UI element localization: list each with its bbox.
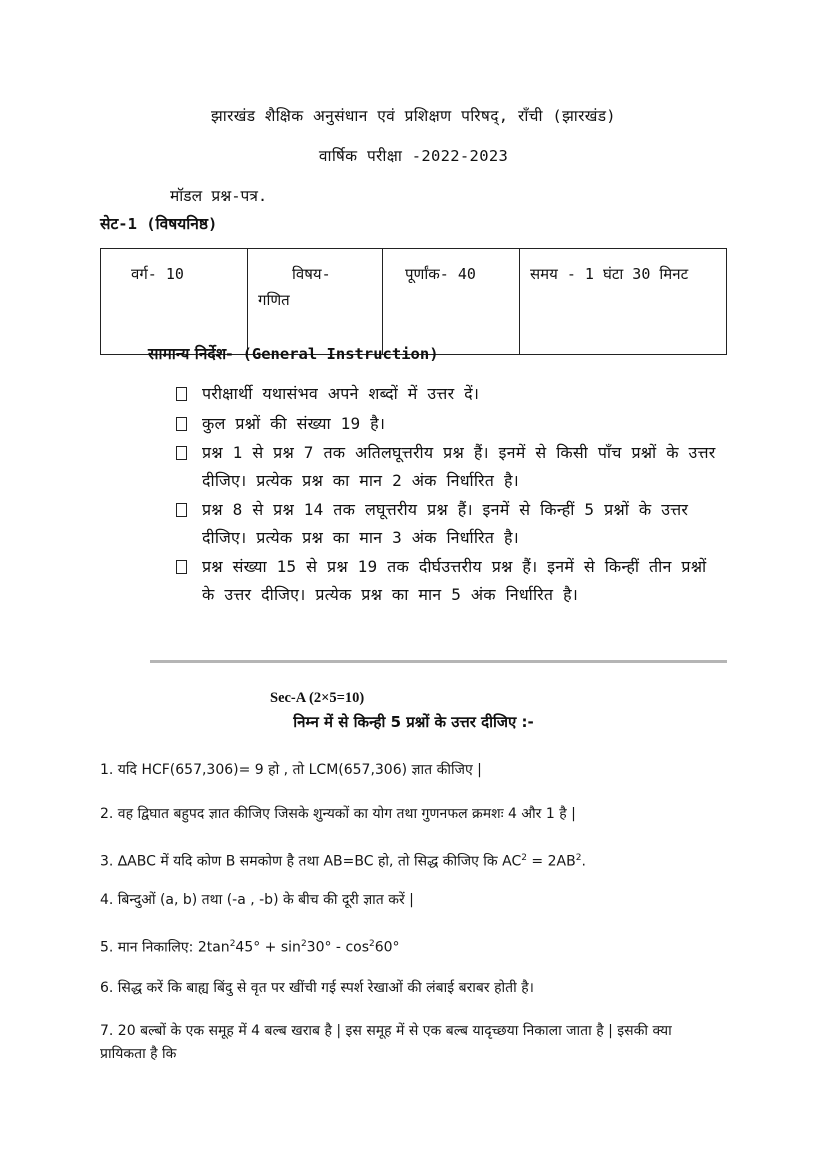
class-value: वर्ग- 10 (131, 265, 184, 283)
general-instructions-title: सामान्य निर्देश- (General Instruction) (148, 345, 439, 363)
question-6: 6. सिद्ध करें कि बाह्य बिंदु से वृत पर खींची गई स्पर्श रेखाओं की लंबाई बराबर होती है। (100, 980, 534, 996)
question-7: 7. 20 बल्बों के एक समूह में 4 बल्ब खराब है | इस समूह में से एक बल्ब यादृच्छया निकाला जाता है | इसकी क्या प्रायिकता है कि (100, 1023, 672, 1062)
question-5: 5. मान निकालिए: $2\tan^245^\circ + \sin^230^\circ - \cos^260^\circ$ (100, 939, 400, 956)
marks-value: पूर्णांक- 40 (405, 265, 476, 283)
instruction-item: कुल प्रश्नों की संख्या 19 है। (176, 410, 721, 438)
checkbox-icon (176, 387, 187, 401)
question-4: 4. बिन्दुओं (a, b) तथा (-a , -b) के बीच की दूरी ज्ञात करें | (100, 892, 414, 908)
set-label: सेट-1 (विषयनिष्ठ) (100, 215, 218, 233)
instructions-list (176, 380, 721, 610)
question-3: 3. ∆ABC में यदि कोण B समकोण है तथा AB=BC हो, तो सिद्ध कीजिए कि $AC^2 = 2AB^2$. (100, 853, 586, 870)
checkbox-icon (176, 560, 187, 574)
subject-cell (248, 249, 383, 355)
subject-label: विषय- (292, 265, 331, 283)
question-1: 1. यदि HCF(657,306)= 9 हो , तो LCM(657,306) ज्ञात कीजिए | (100, 762, 482, 778)
instruction-item: परीक्षार्थी यथासंभव अपने शब्दों में उत्तर दें। (176, 380, 721, 408)
class-cell (101, 249, 248, 355)
exam-title: वार्षिक परीक्षा -2022-2023 (318, 147, 509, 165)
checkbox-icon (176, 503, 187, 517)
instruction-item: प्रश्न 1 से प्रश्न 7 तक अतिलघूत्तरीय प्रश्न हैं। इनमें से किसी पाँच प्रश्नों के उत्तर दीजिए। प्रत्येक प्रश्न का मान 2 अंक निर्धारित है। (176, 439, 721, 494)
model-paper-label: मॉडल प्रश्न-पत्र. (170, 187, 268, 205)
marks-cell (383, 249, 520, 355)
question-2: 2. वह द्विघात बहुपद ज्ञात कीजिए जिसके शुन्यकों का योग तथा गुणनफल क्रमशः 4 और 1 है | (100, 806, 576, 822)
checkbox-icon (176, 417, 187, 431)
info-table (100, 248, 727, 355)
subject-value: गणित (258, 291, 290, 309)
time-cell (520, 249, 727, 355)
instruction-item: प्रश्न संख्या 15 से प्रश्न 19 तक दीर्घउत्तरीय प्रश्न हैं। इनमें से किन्हीं तीन प्रश्नों के उत्तर दीजिए। प्रत्येक प्रश्न का मान 5 अंक निर्धारित है। (176, 553, 721, 608)
section-a-subtitle: निम्न में से किन्ही 5 प्रश्नों के उत्तर दीजिए :- (293, 713, 534, 731)
instruction-item: प्रश्न 8 से प्रश्न 14 तक लघूत्तरीय प्रश्न हैं। इनमें से किन्हीं 5 प्रश्नों के उत्तर दीजिए। प्रत्येक प्रश्न का मान 3 अंक निर्धारित है। (176, 496, 721, 551)
time-value: समय - 1 घंटा 30 मिनट (530, 265, 689, 283)
section-a-title: Sec-A (2×5=10) (270, 690, 365, 706)
checkbox-icon (176, 446, 187, 460)
council-heading: झारखंड शैक्षिक अनुसंधान एवं प्रशिक्षण परिषद्, राँची (झारखंड) (211, 107, 616, 125)
section-divider (150, 660, 727, 663)
